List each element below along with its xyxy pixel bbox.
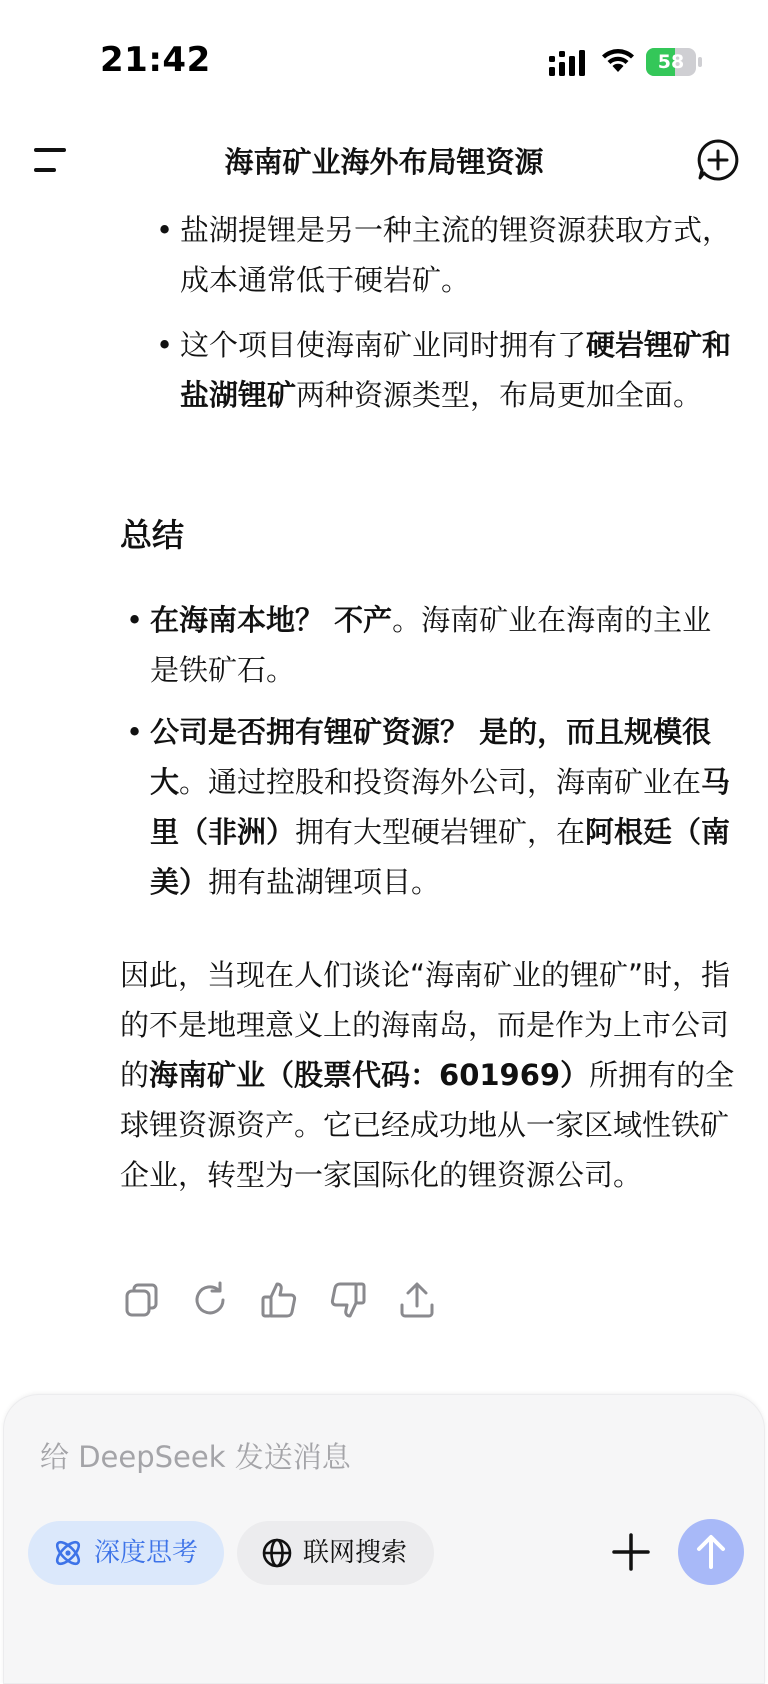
status-time: 21:42 <box>100 40 211 80</box>
section-heading: 总结 <box>120 516 185 554</box>
battery-percent: 58 <box>657 51 685 73</box>
list-item: • 在海南本地？ 不产。海南矿业在海南的主业是铁矿石。 <box>150 595 740 695</box>
atom-icon <box>52 1537 84 1569</box>
message-input[interactable]: 给 DeepSeek 发送消息 <box>40 1440 351 1474</box>
add-attachment-icon[interactable] <box>610 1531 652 1573</box>
chat-title[interactable]: 海南矿业海外布局锂资源 <box>224 145 544 179</box>
copy-icon[interactable] <box>122 1280 162 1320</box>
thumbs-down-icon[interactable] <box>328 1280 368 1320</box>
bullet-dot: • <box>126 715 144 749</box>
web-search-label: 联网搜索 <box>303 1538 408 1568</box>
arrow-up-icon <box>693 1533 729 1571</box>
bullet-dot: • <box>126 603 144 637</box>
list-item: • 公司是否拥有锂矿资源？ 是的，而且规模很大。通过控股和投资海外公司，海南矿业在马里（非洲）拥有大型硬岩锂矿，在阿根廷（南美）拥有盐湖锂项目。 <box>150 707 740 907</box>
bullet-dot: • <box>156 328 174 362</box>
new-chat-icon[interactable] <box>696 138 740 182</box>
deep-think-label: 深度思考 <box>94 1538 199 1568</box>
message-composer <box>3 1394 765 1684</box>
wifi-icon <box>600 46 636 74</box>
thumbs-up-icon[interactable] <box>259 1280 299 1320</box>
menu-icon[interactable] <box>30 144 70 178</box>
battery-icon <box>646 48 702 76</box>
list-item: • 盐湖提锂是另一种主流的锂资源获取方式，成本通常低于硬岩矿。 <box>180 205 740 305</box>
send-button[interactable] <box>678 1519 744 1585</box>
status-bar <box>0 0 768 120</box>
web-search-toggle[interactable] <box>237 1521 434 1585</box>
list-item: • 这个项目使海南矿业同时拥有了硬岩锂矿和盐湖锂矿两种资源类型，布局更加全面。 <box>180 320 740 420</box>
bullet-dot: • <box>156 213 174 247</box>
share-icon[interactable] <box>397 1280 437 1320</box>
cellular-signal-icon <box>549 50 589 76</box>
regenerate-icon[interactable] <box>190 1280 230 1320</box>
globe-icon <box>261 1537 293 1569</box>
deep-think-toggle[interactable] <box>28 1521 224 1585</box>
conclusion-paragraph: 因此，当现在人们谈论“海南矿业的锂矿”时，指的不是地理意义上的海南岛，而是作为上市公司的海南矿业（股票代码：601969）所拥有的全球锂资源资产。它已经成功地从一家区域性铁矿企业，转型为一家国际化的锂资源公司。 <box>120 958 735 1192</box>
chat-header <box>0 128 768 194</box>
